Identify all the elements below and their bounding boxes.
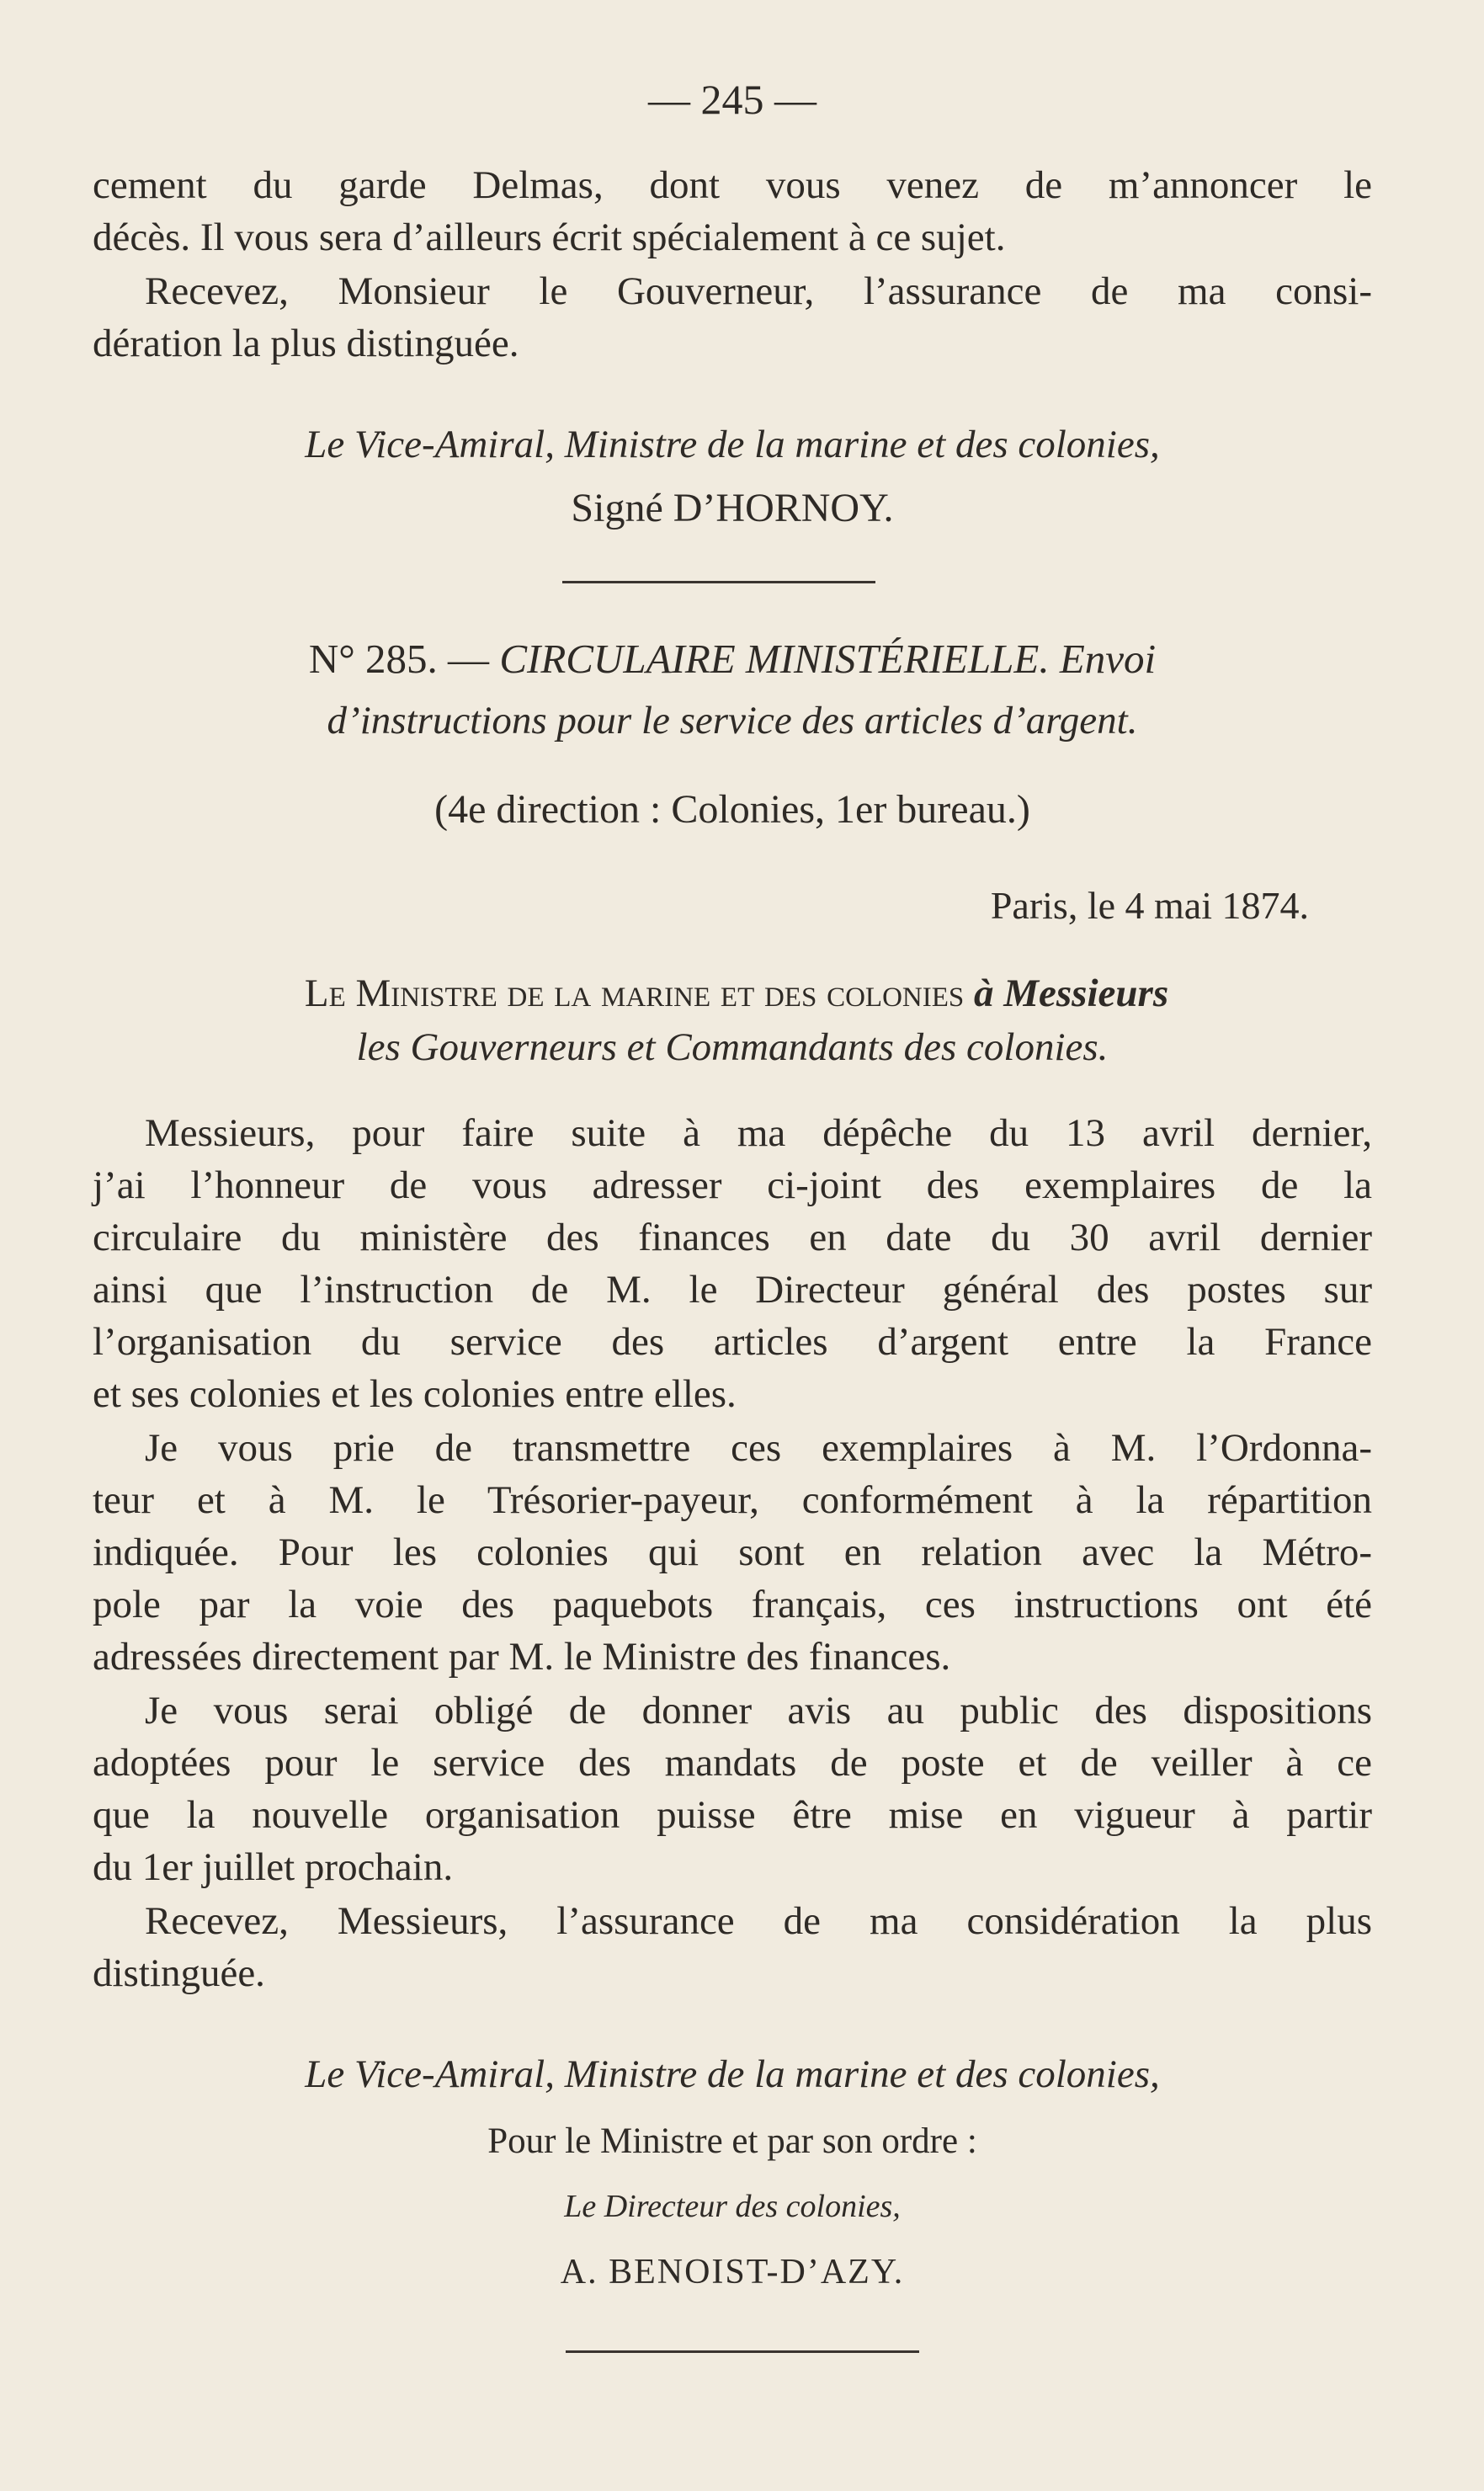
signature-order: Pour le Ministre et par son ordre : — [487, 2121, 977, 2161]
body-line: l’organisation du service des articles d’argent entre la France — [93, 1320, 1372, 1364]
circular-number: N° 285. — — [308, 636, 490, 682]
text-line: cement du garde Delmas, dont vous venez de m’annoncer le — [93, 163, 1372, 207]
body-line: circulaire du ministère des finances en date du 30 avril dernier — [93, 1216, 1372, 1259]
circular-title — [126, 633, 1338, 685]
body-line: et ses colonies et les colonies entre elles. — [93, 1372, 737, 1416]
body-line: Messieurs, pour faire suite à ma dépêche du 13 avril dernier, — [145, 1111, 1372, 1155]
body-line: Je vous prie de transmettre ces exemplaires à M. l’Ordonna- — [145, 1426, 1372, 1470]
direction-line: (4e direction : Colonies, 1er bureau.) — [434, 787, 1030, 832]
text-line: décès. Il vous sera d’ailleurs écrit spécialement à ce sujet. — [93, 216, 1006, 259]
circular-subtitle: d’instructions pour le service des articles d’argent. — [327, 699, 1138, 743]
addressee-line1 — [101, 968, 1372, 1019]
body-line: Recevez, Messieurs, l’assurance de ma considération la plus — [145, 1899, 1372, 1943]
addressee-messieurs: à Messieurs — [973, 971, 1169, 1015]
body-line: pole par la voie des paquebots français, ces instructions ont été — [93, 1583, 1372, 1626]
text-line: Recevez, Monsieur le Gouverneur, l’assurance de ma consi- — [145, 269, 1372, 313]
circular-title-line1: CIRCULAIRE MINISTÉRIELLE. Envoi — [499, 636, 1157, 682]
text-line: dération la plus distinguée. — [93, 322, 519, 365]
page-number: — 245 — — [648, 76, 816, 123]
signature-name: A. BENOIST-D’AZY. — [560, 2253, 905, 2291]
addressee-line2: les Gouverneurs et Commandants des colonies. — [356, 1025, 1109, 1069]
signature-title: Le Vice-Amiral, Ministre de la marine et des colonies, — [305, 423, 1160, 466]
body-line: adoptées pour le service des mandats de poste et de veiller à ce — [93, 1741, 1372, 1785]
separator-rule — [566, 2350, 919, 2353]
date-line: Paris, le 4 mai 1874. — [990, 884, 1309, 927]
addressee-minister: Le Ministre de la marine et des colonies — [304, 971, 965, 1015]
signature-name: Signé D’HORNOY. — [571, 486, 894, 530]
body-line: que la nouvelle organisation puisse être mise en vigueur à partir — [93, 1793, 1372, 1837]
body-line: du 1er juillet prochain. — [93, 1845, 454, 1889]
body-line: distinguée. — [93, 1951, 265, 1995]
body-line: j’ai l’honneur de vous adresser ci-joint des exemplaires de la — [93, 1163, 1372, 1207]
separator-rule — [562, 581, 875, 583]
body-line: ainsi que l’instruction de M. le Directeur général des postes sur — [93, 1268, 1372, 1312]
body-line: Je vous serai obligé de donner avis au public des dispositions — [145, 1689, 1372, 1733]
body-line: adressées directement par M. le Ministre des finances. — [93, 1635, 951, 1679]
signature-role: Le Directeur des colonies, — [564, 2189, 901, 2224]
signature-title: Le Vice-Amiral, Ministre de la marine et des colonies, — [305, 2052, 1160, 2096]
body-line: indiquée. Pour les colonies qui sont en relation avec la Métro- — [93, 1530, 1372, 1574]
body-line: teur et à M. le Trésorier-payeur, conformément à la répartition — [93, 1478, 1372, 1522]
